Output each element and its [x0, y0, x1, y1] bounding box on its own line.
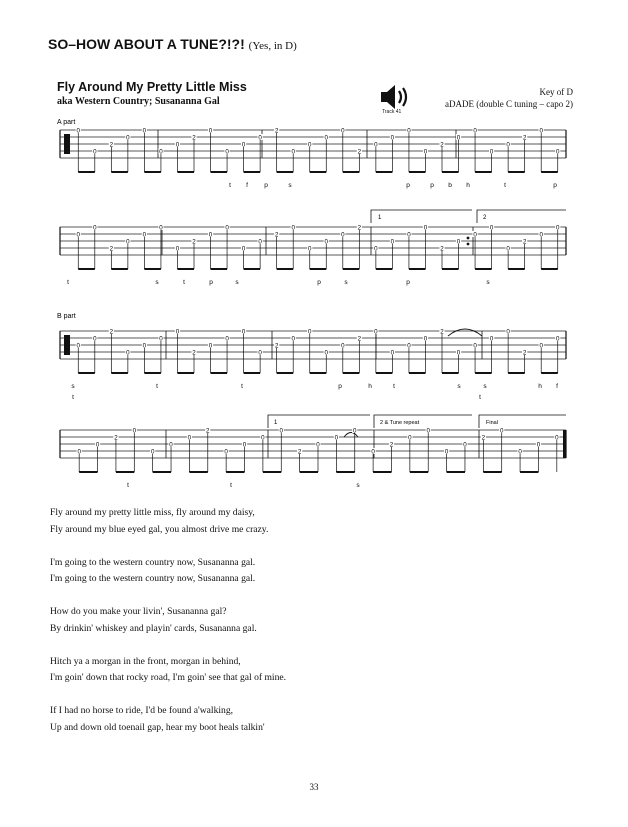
- tab-fret-number: 0: [142, 231, 147, 239]
- tab-fret-number: 0: [407, 342, 411, 350]
- tab-fret-number: 0: [489, 148, 494, 156]
- tab-fret-number: 0: [132, 427, 137, 435]
- tab-fret-number: 0: [76, 231, 80, 239]
- lyrics-line: Hitch ya a morgan in the front, morgan in behind,: [50, 655, 241, 667]
- tune-aka: aka Western Country; Susananna Gal: [57, 96, 220, 107]
- tab-fret-number: 0: [225, 148, 229, 156]
- tab-fret-number: 0: [93, 148, 97, 156]
- tab-fret-number: 0: [208, 231, 213, 239]
- tab-fret-number: 2: [357, 224, 362, 232]
- lyrics-line: How do you make your livin', Susananna gal?: [50, 606, 227, 617]
- tab-fret-number: 0: [444, 448, 449, 456]
- tab-fret-number: 2: [357, 148, 362, 156]
- technique-mark: t: [72, 394, 74, 401]
- technique-mark: t: [241, 383, 243, 390]
- technique-mark: h: [466, 182, 470, 189]
- volta-final-label: Final: [486, 420, 498, 426]
- tab-fret-number: 0: [353, 427, 357, 435]
- tab-fret-number: 0: [291, 148, 295, 156]
- tab-fret-number: 2: [522, 349, 527, 357]
- tab-fret-number: 0: [518, 448, 522, 456]
- tab-fret-number: 0: [150, 448, 155, 456]
- tab-fret-number: 2: [274, 127, 279, 135]
- tab-fret-number: 0: [225, 224, 229, 232]
- tab-fret-number: 0: [390, 238, 395, 246]
- volta-b1-label: 1: [274, 420, 278, 426]
- tab-fret-number: 0: [316, 441, 320, 449]
- tab-fret-number: 0: [463, 441, 467, 449]
- tab-fret-number: 0: [308, 141, 312, 149]
- technique-mark: p: [209, 279, 213, 286]
- tab-fret-number: 0: [159, 148, 163, 156]
- tab-fret-number: 2: [440, 141, 444, 149]
- technique-mark: h: [538, 383, 542, 390]
- tab-fret-number: 0: [95, 441, 100, 449]
- tab-fret-number: 0: [241, 245, 246, 253]
- technique-mark: s: [235, 279, 239, 286]
- tab-fret-number: 0: [423, 224, 428, 232]
- tab-fret-number: 2: [206, 427, 210, 435]
- tab-fret-number: 2: [192, 349, 196, 357]
- tab-fret-number: 0: [76, 342, 80, 350]
- track-label: Track 41: [382, 109, 402, 115]
- tab-fret-number: 2: [297, 448, 302, 456]
- technique-mark: t: [183, 279, 185, 286]
- technique-mark: p: [317, 279, 321, 286]
- lyrics-stanza-3: [50, 604, 286, 637]
- tab-fret-number: 0: [539, 127, 543, 135]
- tab-fret-number: 0: [556, 224, 560, 232]
- tab-fret-number: 2: [109, 245, 114, 253]
- tab-fret-number: 0: [324, 134, 328, 142]
- key-label: Key of D: [539, 87, 573, 97]
- tab-fret-number: 0: [539, 342, 543, 350]
- tab-fret-number: 0: [390, 349, 395, 357]
- technique-mark: s: [457, 383, 461, 390]
- tab-fret-number: 0: [187, 434, 192, 442]
- tab-fret-number: 0: [279, 427, 283, 435]
- volta-bracket-1: [371, 210, 472, 223]
- slur-b-part: [448, 329, 482, 336]
- final-bar-line: [563, 430, 567, 458]
- lyrics-stanza-5: [50, 703, 286, 736]
- tab-fret-number: 2: [109, 141, 114, 149]
- technique-mark: t: [230, 482, 232, 489]
- tab-fret-number: 0: [456, 134, 461, 142]
- tab-fret-number: 0: [408, 434, 412, 442]
- tab-fret-number: 0: [506, 245, 510, 253]
- technique-mark: p: [264, 182, 268, 189]
- page-number: 33: [309, 782, 319, 792]
- tab-fret-number: 0: [308, 245, 312, 253]
- tab-fret-number: 0: [539, 231, 543, 239]
- tab-fret-number: 0: [473, 231, 477, 239]
- tab-fret-number: 0: [76, 127, 80, 135]
- technique-mark: s: [71, 383, 75, 390]
- repeat-dot: [467, 237, 470, 240]
- tab-fret-number: 0: [241, 328, 246, 336]
- tab-fret-number: 0: [261, 434, 265, 442]
- tab-fret-number: 0: [142, 342, 147, 350]
- tab-fret-number: 2: [389, 441, 394, 449]
- tab-fret-number: 0: [374, 141, 378, 149]
- tab-fret-number: 0: [93, 224, 97, 232]
- tab-fret-number: 2: [357, 335, 362, 343]
- technique-mark: p: [406, 182, 410, 189]
- tab-fret-number: 0: [159, 224, 163, 232]
- tab-fret-number: 0: [291, 335, 295, 343]
- lyrics-line: Fly around my blue eyed gal, you almost drive me crazy.: [50, 523, 269, 535]
- technique-mark: s: [288, 182, 292, 189]
- part-b-label: B part: [57, 313, 76, 320]
- tab-fret-number: 2: [440, 245, 444, 253]
- technique-mark: s: [356, 482, 360, 489]
- tab-fret-number: 0: [489, 224, 494, 232]
- tab-fret-number: 0: [159, 335, 163, 343]
- tab-fret-number: 0: [258, 134, 262, 142]
- lyrics-line: I'm goin' down that rocky road, I'm goin' see that gal of mine.: [50, 672, 287, 683]
- tuning-label: aDADE (double C tuning – capo 2): [445, 99, 573, 109]
- technique-mark: s: [344, 279, 348, 286]
- tab-fret-number: 0: [208, 342, 213, 350]
- tab-fret-number: 2: [522, 238, 527, 246]
- tab-fret-number: 0: [341, 127, 345, 135]
- tab-fret-number: 0: [426, 427, 430, 435]
- technique-mark: t: [156, 383, 158, 390]
- tab-fret-number: 0: [506, 328, 510, 336]
- section-heading-main: SO–HOW ABOUT A TUNE?!?!: [48, 36, 245, 52]
- tab-fret-number: 0: [142, 127, 147, 135]
- technique-mark: t: [504, 182, 506, 189]
- repeat-dot: [467, 243, 470, 246]
- tab-fret-number: 0: [242, 441, 247, 449]
- volta-b2-label: 2 & Tune repeat: [380, 420, 420, 426]
- tab-fret-number: 0: [371, 448, 375, 456]
- tab-fret-number: 0: [423, 335, 428, 343]
- tab-fret-number: 0: [175, 328, 180, 336]
- tab-fret-number: 0: [456, 349, 461, 357]
- tab-fret-number: 0: [126, 134, 130, 142]
- tab-clef-icon: [64, 134, 70, 154]
- technique-mark: t: [127, 482, 129, 489]
- tab-fret-number: 0: [175, 141, 180, 149]
- tab-fret-number: 0: [374, 245, 378, 253]
- tab-fret-number: 0: [473, 342, 477, 350]
- technique-mark: h: [368, 383, 372, 390]
- tab-fret-number: 0: [324, 349, 328, 357]
- lyrics-line: If I had no horse to ride, I'd be found a'walking,: [50, 705, 234, 716]
- technique-mark: f: [556, 383, 558, 390]
- technique-mark: p: [406, 279, 410, 286]
- tab-fret-number: 2: [522, 134, 527, 142]
- technique-mark: f: [246, 182, 248, 189]
- lyrics-stanza-4: [50, 654, 286, 687]
- tab-fret-number: 0: [556, 335, 560, 343]
- tab-fret-number: 0: [423, 148, 428, 156]
- technique-mark: p: [553, 182, 557, 189]
- lyrics-line: Up and down old toenail gap, hear my boot heals talkin': [50, 721, 265, 733]
- tab-fret-number: 0: [258, 238, 262, 246]
- tab-fret-number: 2: [192, 238, 196, 246]
- tab-fret-number: 2: [109, 328, 114, 336]
- tab-fret-number: 0: [169, 441, 173, 449]
- volta-2-label: 2: [483, 215, 487, 221]
- tab-fret-number: 2: [274, 231, 279, 239]
- tab-fret-number: 2: [274, 342, 279, 350]
- volta-bracket-2: [477, 210, 566, 223]
- tab-fret-number: 0: [341, 231, 345, 239]
- volta-1-label: 1: [378, 215, 382, 221]
- tab-fret-number: 0: [499, 427, 504, 435]
- tab-fret-number: 0: [407, 231, 411, 239]
- tab-fret-number: 0: [341, 342, 345, 350]
- lyrics-line: By drinkin' whiskey and playin' cards, Susananna gal.: [50, 622, 257, 634]
- tab-fret-number: 0: [489, 335, 494, 343]
- technique-mark: p: [338, 383, 342, 390]
- lyrics-line: I'm going to the western country now, Susananna gal.: [50, 556, 256, 568]
- tab-fret-number: 0: [291, 224, 295, 232]
- tab-fret-number: 2: [114, 434, 118, 442]
- tab-fret-number: 0: [126, 349, 130, 357]
- tab-fret-number: 0: [224, 448, 228, 456]
- lyrics-stanza-1: [50, 505, 286, 538]
- technique-mark: t: [479, 394, 481, 401]
- tab-fret-number: 0: [456, 238, 461, 246]
- tab-fret-number: 0: [93, 335, 97, 343]
- tab-fret-number: 0: [473, 127, 477, 135]
- tab-fret-number: 0: [506, 141, 510, 149]
- tab-fret-number: 2: [440, 328, 444, 336]
- tab-fret-number: 0: [241, 141, 246, 149]
- tab-fret-number: 0: [208, 127, 213, 135]
- tab-fret-number: 0: [77, 448, 81, 456]
- tab-fret-number: 2: [192, 134, 196, 142]
- tab-fret-number: 0: [556, 148, 560, 156]
- technique-mark: t: [67, 279, 69, 286]
- tab-fret-number: 0: [324, 238, 328, 246]
- tab-clef-icon: [64, 335, 70, 355]
- volta-bracket-b1: [268, 415, 370, 428]
- tab-fret-number: 0: [536, 441, 541, 449]
- lyrics-stanza-2: [50, 555, 286, 588]
- technique-mark: t: [229, 182, 231, 189]
- tab-fret-number: 0: [555, 434, 559, 442]
- lyrics: [50, 505, 286, 753]
- tab-fret-number: 0: [175, 245, 180, 253]
- tab-fret-number: 0: [225, 335, 229, 343]
- tab-fret-number: 0: [334, 434, 339, 442]
- lyrics-line: I'm going to the western country now, Susananna gal.: [50, 573, 256, 584]
- lyrics-line: Fly around my pretty little miss, fly around my daisy,: [50, 507, 255, 518]
- tab-fret-number: 0: [374, 328, 378, 336]
- tab-fret-number: 0: [308, 328, 312, 336]
- section-heading-sub: (Yes, in D): [248, 40, 297, 52]
- tab-fret-number: 0: [390, 134, 395, 142]
- tune-title: Fly Around My Pretty Little Miss: [57, 80, 247, 94]
- technique-mark: p: [430, 182, 434, 189]
- technique-mark: s: [155, 279, 159, 286]
- tab-fret-number: 0: [258, 349, 262, 357]
- tab-fret-number: 0: [407, 127, 411, 135]
- tab-fret-number: 2: [481, 434, 486, 442]
- technique-mark: s: [483, 383, 487, 390]
- tab-fret-number: 0: [126, 238, 130, 246]
- technique-mark: b: [448, 182, 452, 189]
- technique-mark: s: [486, 279, 490, 286]
- part-a-label: A part: [57, 119, 76, 126]
- technique-mark: t: [393, 383, 395, 390]
